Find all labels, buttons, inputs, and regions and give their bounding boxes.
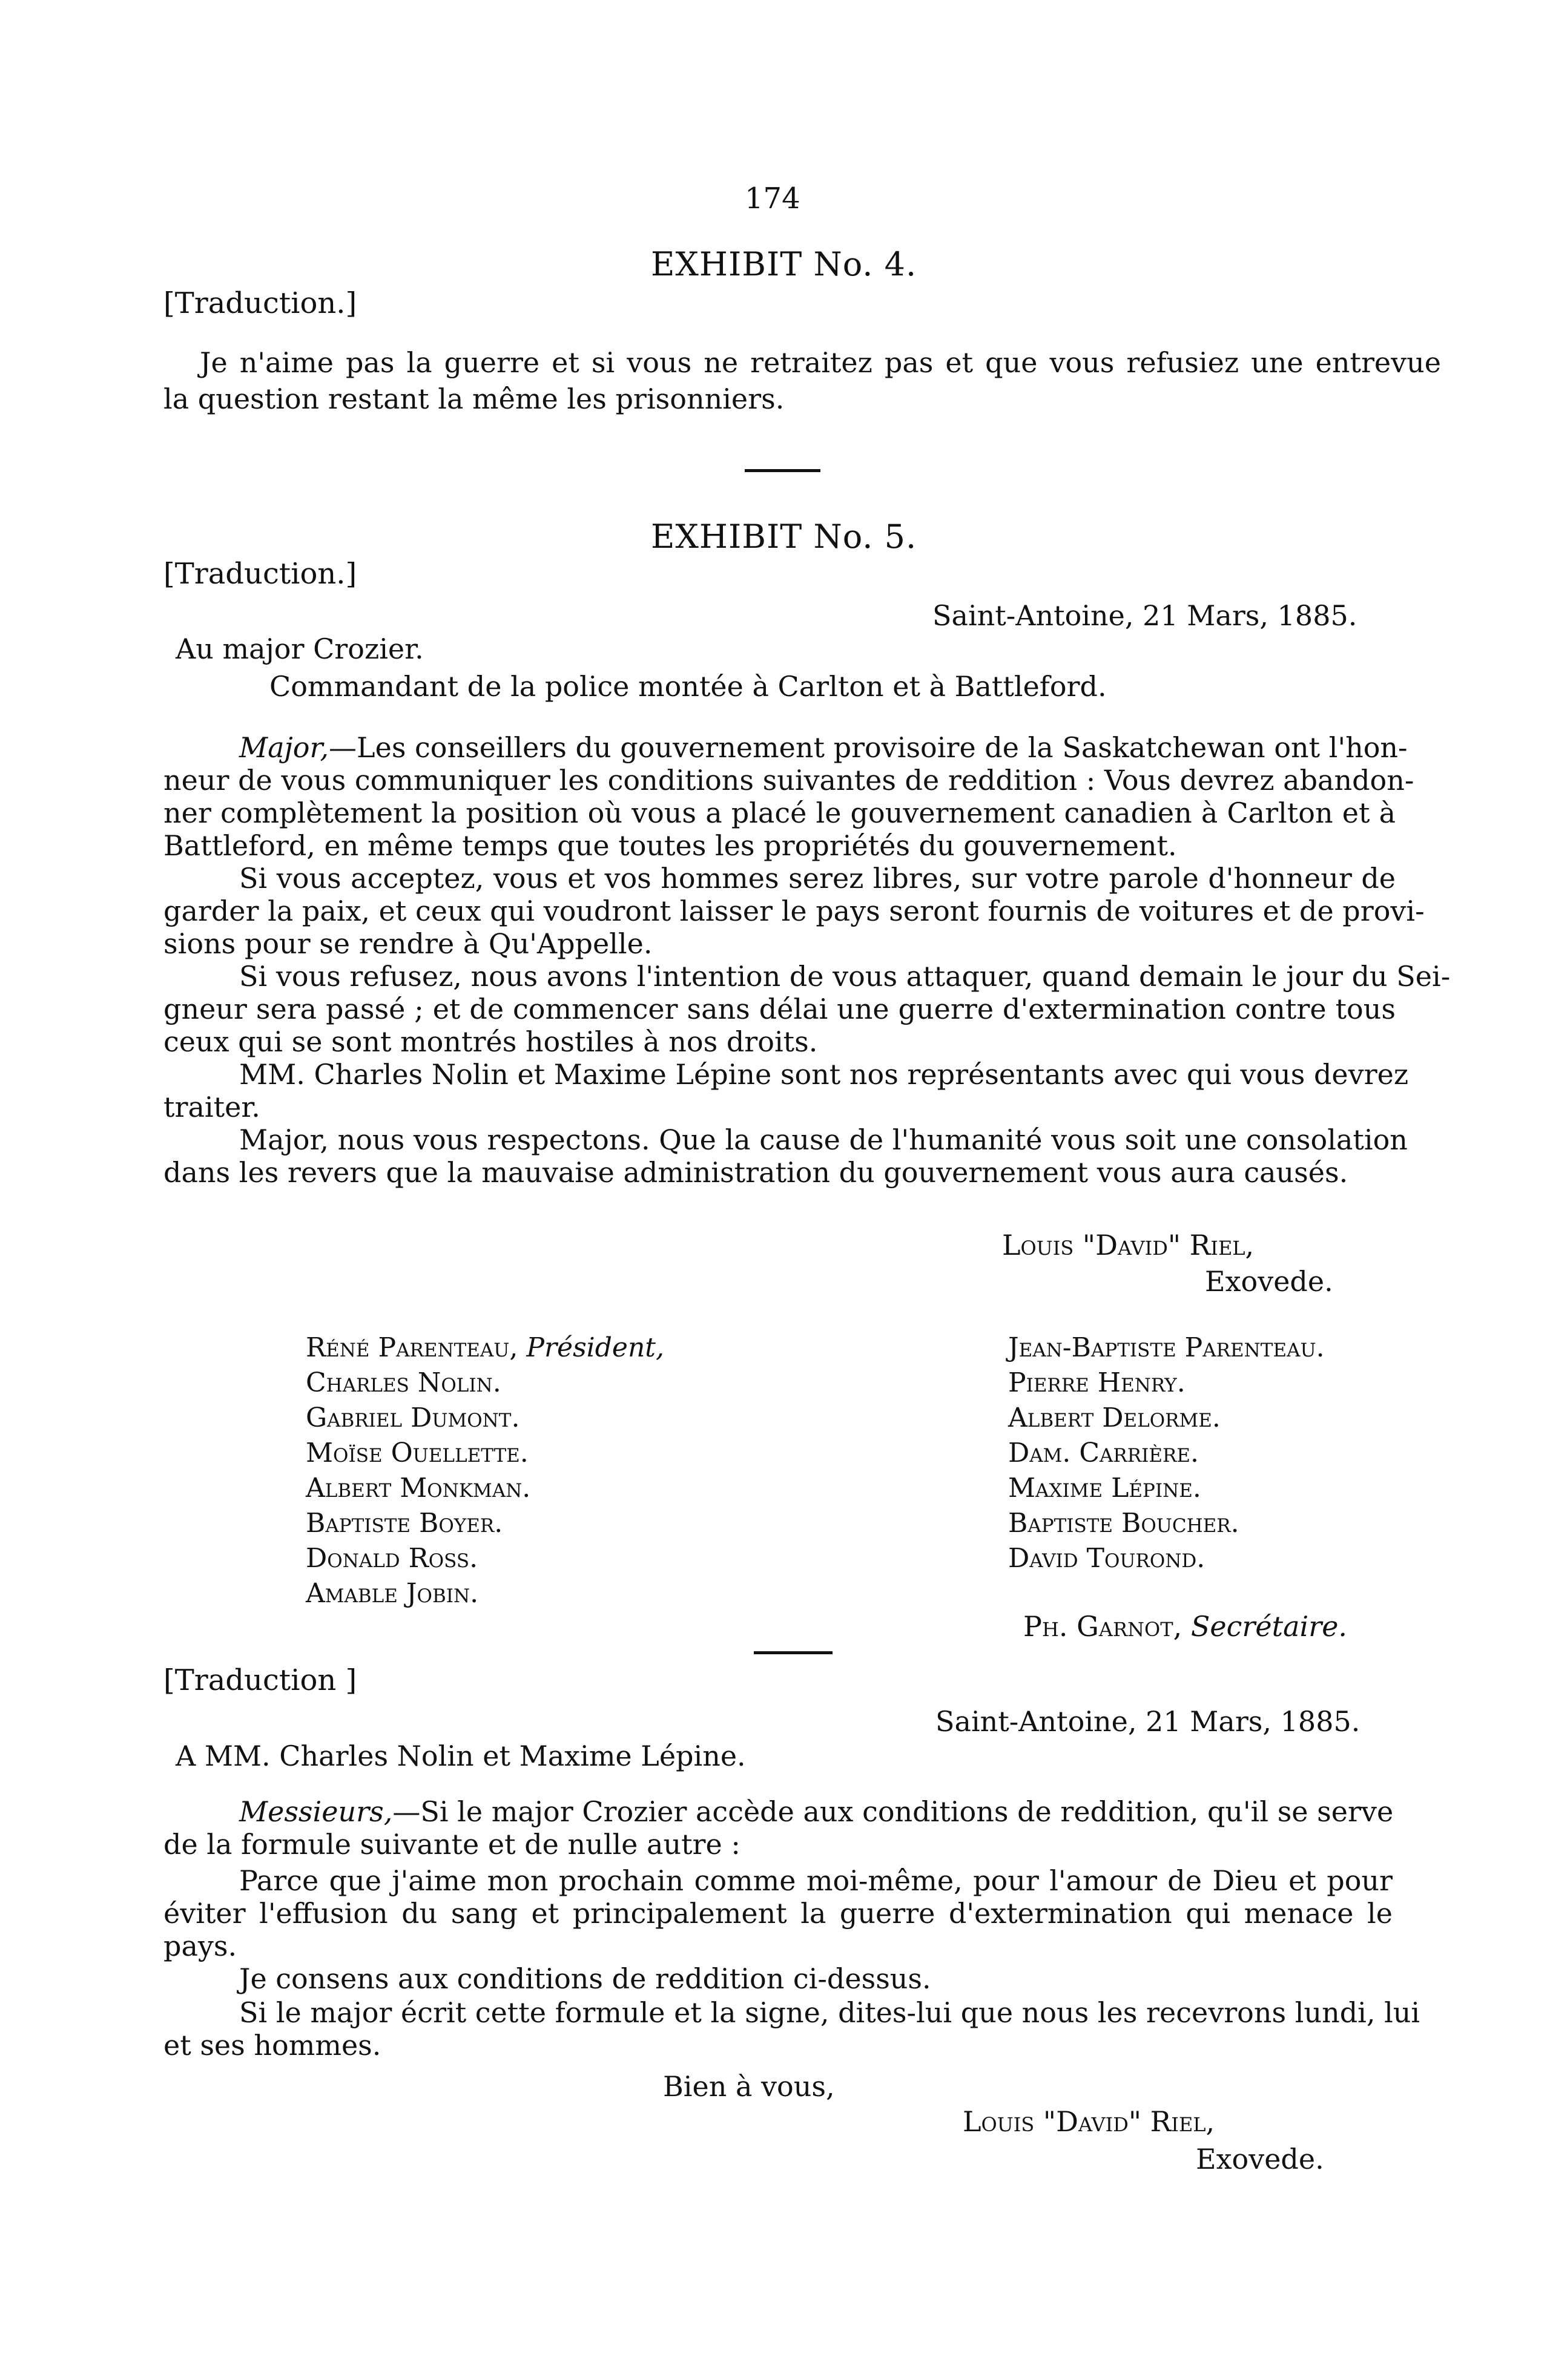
signer-name: Jean-Baptiste Parenteau.: [1008, 1332, 1325, 1363]
exhibit-5-paragraph-1: neur de vous communiquer les conditions suivantes de reddition : Vous devrez abandon- ner complètement la position où vous a placé le gouvernement canadien à Carlton et à Battleford, en même temps que toutes les propriétés du gouvernement.: [163, 764, 1414, 862]
exhibit-5-addressee: Au major Crozier.: [176, 633, 424, 665]
page-number: 174: [745, 182, 800, 215]
signer-name: David Tourond.: [1008, 1543, 1205, 1574]
signer-name: Réné Parenteau, Président,: [306, 1332, 664, 1363]
salutation: Major,: [239, 731, 329, 764]
exhibit-5-traduction: [Traduction.]: [163, 557, 357, 591]
signer-name: Pierre Henry.: [1008, 1367, 1186, 1398]
signer-name: Albert Delorme.: [1008, 1402, 1221, 1433]
exhibit-5-heading: EXHIBIT No. 5.: [651, 518, 917, 556]
letter-2-closing: Bien à vous,: [663, 2070, 835, 2103]
letter-2-paragraph-4-first: Si le major écrit cette formule et la signe, dites-lui que nous les recevrons lundi, lui: [239, 1996, 1420, 2029]
section-divider: [745, 469, 820, 472]
letter-2-signature-title: Exovede.: [1196, 2143, 1324, 2175]
exhibit-5-paragraph-1-first: Major,—Les conseillers du gouvernement provisoire de la Saskatchewan ont l'hon-: [239, 731, 1408, 764]
exhibit-5-signature-title: Exovede.: [1205, 1265, 1333, 1298]
signer-name: Moïse Ouellette.: [306, 1438, 529, 1468]
signer-name: Amable Jobin.: [306, 1578, 479, 1609]
letter-2-addressee: A MM. Charles Nolin et Maxime Lépine.: [176, 1740, 746, 1772]
secretary-name: Ph. Garnot,: [1023, 1610, 1182, 1643]
president-label: Président,: [526, 1332, 664, 1363]
signer-name: Maxime Lépine.: [1008, 1473, 1201, 1504]
exhibit-4-heading: EXHIBIT No. 4.: [651, 245, 917, 283]
secretary-signature: [1023, 1610, 1347, 1643]
letter-2-paragraph-2: éviter l'effusion du sang et principalement la guerre d'extermination qui menace le pays.: [163, 1897, 1393, 1962]
signer-name: Charles Nolin.: [306, 1367, 501, 1398]
exhibit-5-place-date: Saint-Antoine, 21 Mars, 1885.: [932, 599, 1357, 632]
exhibit-4-traduction: [Traduction.]: [163, 286, 357, 320]
exhibit-5-paragraph-3-first: Si vous refusez, nous avons l'intention de vous attaquer, quand demain le jour du Sei-: [239, 960, 1451, 993]
exhibit-5-paragraph-2-first: Si vous acceptez, vous et vos hommes serez libres, sur votre parole d'honneur de: [239, 862, 1396, 895]
exhibit-5-signature-name: Louis "David" Riel,: [1002, 1229, 1255, 1261]
exhibit-5-paragraph-4: traiter.: [163, 1091, 260, 1123]
exhibit-5-paragraph-5: dans les revers que la mauvaise administration du gouvernement vous aura causés.: [163, 1156, 1348, 1189]
signer-name: Albert Monkman.: [306, 1473, 531, 1504]
signer-name: Baptiste Boucher.: [1008, 1508, 1239, 1539]
exhibit-5-paragraph-4-first: MM. Charles Nolin et Maxime Lépine sont nos représentants avec qui vous devrez: [239, 1058, 1409, 1091]
exhibit-4-text-cont: [163, 383, 1441, 415]
letter-2-traduction: [Traduction ]: [163, 1663, 357, 1697]
letter-2-paragraph-2-first: Parce que j'aime mon prochain comme moi-même, pour l'amour de Dieu et pour: [239, 1864, 1393, 1897]
salutation: Messieurs,: [239, 1795, 393, 1828]
section-divider: [754, 1651, 833, 1654]
signer-name: Baptiste Boyer.: [306, 1508, 503, 1539]
letter-2-paragraph-3: Je consens aux conditions de reddition ci-dessus.: [239, 1962, 931, 1995]
exhibit-4-line: Je n'aime pas la guerre et si vous ne retraitez pas et que vous refusiez une entrevue: [200, 346, 1441, 379]
exhibit-5-paragraph-5-first: Major, nous vous respectons. Que la cause de l'humanité vous soit une consolation: [239, 1123, 1408, 1156]
signer-name: Donald Ross.: [306, 1543, 478, 1574]
signers-left-column: [306, 1330, 664, 1611]
exhibit-4-text: [200, 346, 1441, 379]
signer-name: Gabriel Dumont.: [306, 1402, 520, 1433]
letter-2-paragraph-4: et ses hommes.: [163, 2029, 381, 2062]
signers-right-column: [1008, 1330, 1325, 1576]
letter-2-place-date: Saint-Antoine, 21 Mars, 1885.: [935, 1705, 1360, 1738]
signer-name: Dam. Carrière.: [1008, 1438, 1199, 1468]
letter-2-signature-name: Louis "David" Riel,: [963, 2105, 1215, 2138]
secretary-label: Secrétaire.: [1190, 1610, 1348, 1643]
letter-2-paragraph-1: de la formule suivante et de nulle autre :: [163, 1828, 740, 1861]
exhibit-5-paragraph-2: garder la paix, et ceux qui voudront laisser le pays seront fournis de voitures et de provi- sions pour se rendre à Qu'Appelle.: [163, 895, 1425, 960]
exhibit-5-paragraph-3: gneur sera passé ; et de commencer sans délai une guerre d'extermination contre tous ceux qui se sont montrés hostiles à nos droits.: [163, 993, 1396, 1058]
letter-2-paragraph-1-first: Messieurs,—Si le major Crozier accède aux conditions de reddition, qu'il se serve: [239, 1795, 1394, 1828]
exhibit-4-line: la question restant la même les prisonniers.: [163, 383, 785, 415]
exhibit-5-addressee-title: Commandant de la police montée à Carlton et à Battleford.: [269, 670, 1107, 703]
